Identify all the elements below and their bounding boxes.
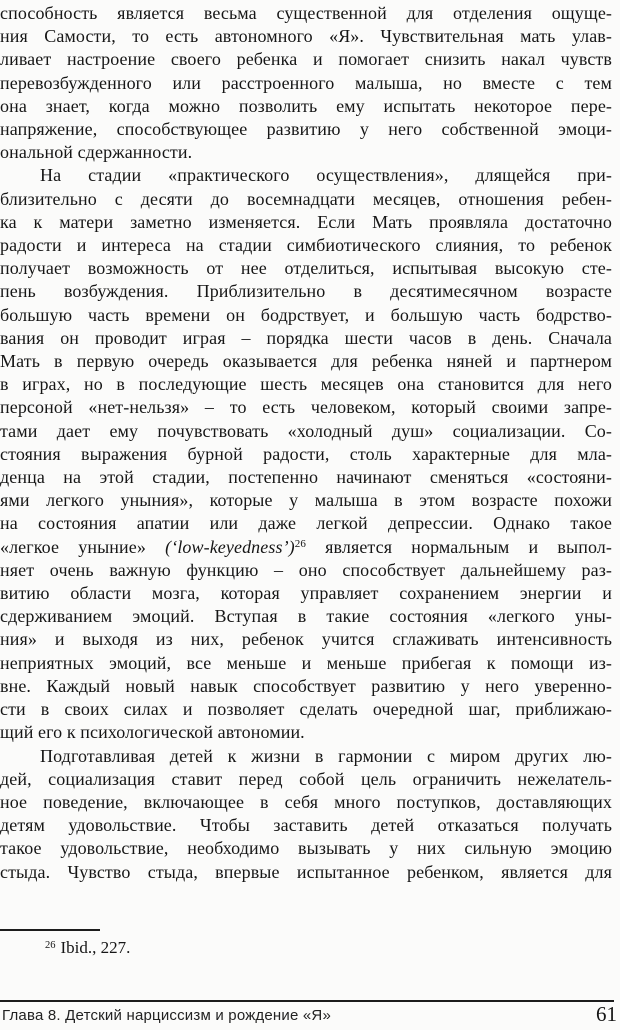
text-segment: дей, социализация ставит перед собой цель ограничить нежелатель- (0, 768, 612, 789)
body-line (0, 188, 612, 211)
body-line (0, 48, 612, 71)
body-line (0, 698, 612, 721)
text-segment: Мать в первую очередь оказывается для ребенка няней и партнером (0, 351, 612, 372)
text-segment: способность является весьма существенной для отделения ощуще- (0, 3, 612, 23)
body-line (0, 675, 612, 698)
text-segment: радости и интереса на стадии симбиотического слияния, то ребенок (0, 235, 612, 256)
text-segment: сдерживанием эмоций. Вступая в такие состояния «легкого уны- (0, 606, 612, 627)
text-segment: стояния выражения бурной радости, столь характерные для мла- (0, 443, 612, 464)
text-segment: она знает, когда можно позволить ему испытать некоторое пере- (0, 95, 612, 116)
text-segment: сти в своих силах и позволяет сделать очередной шаг, приближаю- (0, 699, 612, 720)
body-line (0, 350, 612, 373)
body-line (0, 95, 612, 118)
body-line (0, 536, 612, 559)
footnote-divider (0, 929, 100, 931)
body-line (0, 396, 612, 419)
body-line (0, 118, 612, 141)
body-line (0, 721, 612, 744)
footer-page-number: 61 (596, 1002, 617, 1026)
body-line (0, 466, 612, 489)
footer-divider (0, 1000, 614, 1002)
body-line (0, 605, 612, 628)
text-segment: на состояния апатии или даже легкой депрессии. Однако такое (0, 513, 612, 534)
text-segment: пень возбуждения. Приблизительно в десятимесячном возрасте (0, 281, 612, 302)
body-line (0, 25, 612, 48)
footer-chapter-title: Глава 8. Детский нарциссизм и рождение «Я» (2, 1007, 332, 1024)
text-segment: является нормальным и выпол- (305, 536, 612, 557)
text-segment: перевозбужденного или расстроенного малыша, но вместе с тем (0, 72, 612, 93)
text-segment: детям удовольствие. Чтобы заставить детей отказаться получать (0, 815, 612, 836)
text-segment: близительно с десяти до восемнадцати месяцев, отношения ребен- (0, 188, 612, 209)
text-segment: щий его к психологической автономии. (0, 722, 305, 743)
text-segment: На стадии «практического осуществления», длящейся при- (40, 165, 612, 186)
body-line (0, 234, 612, 257)
text-segment: ка к матери заметно изменяется. Если Мать проявляла достаточно (0, 211, 612, 232)
body-line (0, 745, 612, 768)
text-segment: вания он проводит играя – порядка шести часов в день. Сначала (0, 327, 612, 348)
text-segment: ональной сдержанности. (0, 142, 193, 163)
body-line (0, 280, 612, 303)
body-line (0, 257, 612, 280)
body-line (0, 768, 612, 791)
body-line (0, 304, 612, 327)
footnote-marker: 26 (45, 940, 56, 951)
text-segment: такое удовольствие, необходимо вызывать у них сильную эмоцию (0, 838, 612, 859)
body-line (0, 861, 612, 884)
body-line (0, 211, 612, 234)
text-segment: ния Самости, то есть автономного «Я». Чувствительная мать улав- (0, 26, 612, 47)
text-segment: ями легкого уныния», которые у малыша в этом возрасте похожи (0, 490, 612, 511)
body-line (0, 582, 612, 605)
footnote-reference: 26 (294, 537, 306, 550)
text-segment: витию области мозга, которая управляет сохранением энергии и (0, 583, 612, 604)
body-line (0, 327, 612, 350)
text-segment: стыда. Чувство стыда, впервые испытанное ребенком, является для (0, 861, 612, 882)
text-segment: тами дает ему почувствовать «холодный душ» социализации. Со- (0, 420, 612, 441)
text-segment: в играх, но в последующие шесть месяцев она становится для него (0, 374, 612, 395)
body-line (0, 72, 612, 95)
text-segment: персоной «нет-нельзя» – то есть человеком, который своими запре- (0, 397, 612, 418)
text-segment: напряжение, способствующее развитию у него собственной эмоци- (0, 119, 612, 140)
body-line (0, 373, 612, 396)
text-segment: ное поведение, включающее в себя много поступков, доставляющих (0, 791, 612, 812)
footnote (0, 937, 612, 958)
body-line (0, 559, 612, 582)
text-segment: «легкое уныние» (0, 536, 166, 557)
body-line (0, 489, 612, 512)
italic-term: (‘low-keyedness’) (165, 536, 295, 557)
body-line (0, 512, 612, 535)
body-line (0, 164, 612, 187)
body-line (0, 814, 612, 837)
text-segment: Подготавливая детей к жизни в гармонии с миром других лю- (40, 745, 612, 766)
footnote-text: Ibid., 227. (60, 938, 131, 957)
body-line (0, 837, 612, 860)
text-segment: денца на этой стадии, постепенно начинают сменяться «состояни- (0, 467, 612, 488)
body-line (0, 420, 612, 443)
body-line (0, 628, 612, 651)
text-segment: неприятных эмоций, все меньше и меньше прибегая к помощи из- (0, 652, 612, 673)
body-line (0, 652, 612, 675)
text-segment: получает возможность от нее отделиться, испытывая высокую сте- (0, 258, 612, 279)
body-line (0, 443, 612, 466)
body-line (0, 141, 612, 164)
text-segment: большую часть времени он бодрствует, и большую часть бодрство- (0, 304, 612, 325)
body-text (0, 2, 612, 884)
body-line (0, 791, 612, 814)
text-segment: вне. Каждый новый навык способствует развитию у него уверенно- (0, 675, 612, 696)
text-segment: ния» и выходя из них, ребенок учится сглаживать интенсивность (0, 629, 612, 650)
text-segment: ливает настроение своего ребенка и помогает снизить накал чувств (0, 49, 612, 70)
text-segment: няет очень важную функцию – оно способствует дальнейшему раз- (0, 559, 612, 580)
body-line (0, 2, 612, 25)
